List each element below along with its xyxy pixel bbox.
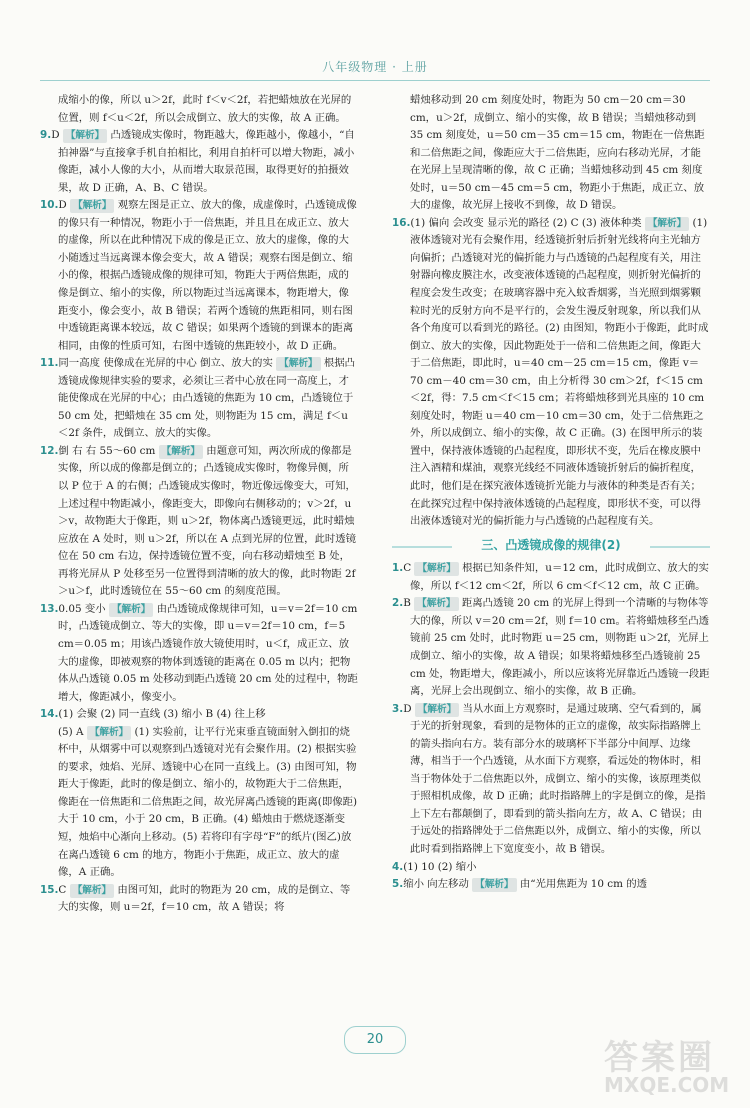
explanation-text: 由凸透镜成像规律可知，u＝v＝2f＝10 cm 时，凸透镜成倒立、等大的实像，即 u＝v＝2f＝10 cm，f＝5 cm＝0.05 m；用该凸透镜作放大镜使用时，u＜f，成正立、放大的虚像，即被观察的物体到透镜的距离在 0.05 m 以内；把物体从凸透镜 0.05 m 处移动到距凸透镜 20 cm 处的过程中，物距增大，像距减小，像变小。 <box>58 602 358 703</box>
question-number: 4. <box>392 860 404 873</box>
answer-entry <box>40 197 358 355</box>
watermark-line2: MXQE.COM <box>604 1073 730 1097</box>
watermark-logo <box>604 1030 744 1104</box>
analysis-tag: 【解析】 <box>414 597 458 611</box>
explanation-text: 根据已知条件知，u＝12 cm，此时成倒立、放大的实像，所以 f＜12 cm＜2f，所以 6 cm＜f＜12 cm，故 C 正确。 <box>410 562 709 592</box>
analysis-tag: 【解析】 <box>109 603 153 617</box>
answer-text: D <box>403 702 415 715</box>
page-header <box>0 0 750 90</box>
explanation-text: (1) 实验前，让平行光束垂直镜面射入倒扣的烧杯中，从烟雾中可以观察到凸透镜对光有会聚作用。(2) 根据实验的要求，烛焰、光屏、透镜中心在同一直线上。(3) 由图可知，物距大于像距，此时的像是倒立、缩小的，故物距大于二倍焦距，像距在一倍焦距和二倍焦距之间，故光屏离凸透镜的距离(即像距)大于 10 cm，小于 20 cm，B 正确。(4) 蜡烛由于燃烧逐渐变短，烛焰中心渐向上移动。(5) 若将印有字母“F”的纸片(图乙)放在离凸透镜 6 cm 的地方，物距小于焦距，成正立、放大的虚像，A 正确。 <box>58 725 358 879</box>
question-number: 15. <box>40 883 59 896</box>
question-number: 10. <box>40 199 59 212</box>
analysis-tag: 【解析】 <box>414 562 458 576</box>
explanation-text: 距离凸透镜 20 cm 的光屏上得到一个清晰的与物体等大的像，所以 v＝20 cm＝2f，则 f＝10 cm。若将蜡烛移至凸透镜前 25 cm 处时，此时物距 u＝25 cm，则物距 u＞2f，光屏上成倒立、缩小的实像，故 A 错误；如果将蜡烛移至凸透镜前 25 cm 处，物距增大，像距减小，所以应该将光屏靠近凸透镜一段距离，光屏上会出现倒立、缩小的实像，故 B 正确。 <box>410 597 710 698</box>
explanation-text: 观察左图是正立、放大的像，成虚像时，凸透镜成像的像只有一种情况，物距小于一倍焦距，并且且在成正立、放大的虚像，所以在此种情况下成的像是正立、放大的虚像，像的大小随透过当远离课本像会变大，故 A 错误；观察右图是倒立、缩小的像，根据凸透镜成像的规律可知，物距大于两倍焦距，成的像是倒立、缩小的实像，所以物距过当远离课本，物距增大，像距变小，像会变小，故 B 错误；若两个透镜的焦距相同，则右图中透镜距离课本较远，故 C 错误；如果两个透镜的到课本的距离相同，由像的性质可知，右图中透镜的焦距较小，故 D 正确。 <box>58 199 357 352</box>
answer-entry <box>40 601 358 706</box>
answer-entry <box>392 560 710 595</box>
question-number: 5. <box>392 878 404 891</box>
analysis-tag: 【解析】 <box>63 129 107 143</box>
analysis-tag: 【解析】 <box>415 703 459 717</box>
answer-text: 倒 右 右 55～60 cm <box>58 444 159 457</box>
analysis-tag: 【解析】 <box>276 357 320 371</box>
right-column <box>392 92 710 894</box>
answer-text: (1) 10 (2) 缩小 <box>403 860 477 873</box>
analysis-tag: 【解析】 <box>87 726 131 740</box>
answer-text: 缩小 向左移动 <box>403 878 473 891</box>
question-number: 16. <box>392 216 411 229</box>
explanation-text: 根据凸透镜成像规律实验的要求，必须让三者中心放在同一高度上，才能使像成在光屏的中心；由凸透镜的焦距为 10 cm，凸透镜位于 50 cm 处，把蜡烛在 35 cm 处，则物距为 15 cm，满足 f＜u＜2f 条件，成倒立、放大的实像。 <box>58 357 356 440</box>
answer-entry <box>40 127 358 197</box>
explanation-text: 当从水面上方观察时，是通过玻璃、空气看到的，属于光的折射现象，看到的是物体的正立的虚像，故实际指路牌上的箭头指向右方。装有部分水的玻璃杯下半部分中间厚、边缘薄，相当于一个凸透镜，从水面下方观察，看远处的物体时，相当于物体处于二倍焦距以外，成倒立、缩小的实像，该原理类似于照相机成像，故 D 正确；此时指路牌上的字是倒立的像，是指上下左右都颠倒了，即看到的箭头指向左方，故 A、C 错误；由于远处的指路牌处于二倍焦距以外，成倒立、缩小的实像，所以此时看到指路牌上下宽度变小，故 B 错误。 <box>410 702 706 855</box>
answer-entry <box>392 595 710 700</box>
right-column-top <box>392 92 710 531</box>
analysis-tag: 【解析】 <box>472 878 516 892</box>
explanation-text: 蜡烛移动到 20 cm 刻度处时，物距为 50 cm－20 cm＝30 cm，u＞2f，成倒立、缩小的实像，故 B 错误；当蜡烛移动到 35 cm 刻度处，u＝50 cm－35 cm＝15 cm，物距在一倍焦距和二倍焦距之间，像距应大于二倍焦距，应向右移动光屏，才能在光屏上呈现清晰的像，故 C 正确；当蜡烛移动到 45 cm 刻度处时，u＝50 cm－45 cm＝5 cm，物距小于焦距，成正立、放大的虚像，故光屏上接收不到像，故 D 错误。 <box>410 94 705 212</box>
answer-text: D <box>58 199 71 212</box>
right-column-bottom <box>392 560 710 893</box>
header-title: 八年级物理 · 上册 <box>322 60 428 74</box>
answer-text: B <box>403 597 415 610</box>
page-number: 20 <box>344 1026 406 1054</box>
question-number: 3. <box>392 702 404 715</box>
question-number: 11. <box>40 357 59 370</box>
analysis-tag: 【解析】 <box>159 445 203 459</box>
explanation-text: 由图可知，此时的物距为 20 cm，成的是倒立、等大的实像，则 u＝2f，f＝10 cm，故 A 错误；将 <box>58 883 351 914</box>
watermark-line1: 答案圈 <box>604 1038 715 1078</box>
question-number: 13. <box>40 602 59 615</box>
answer-entry <box>40 882 358 917</box>
question-number: 2. <box>392 597 404 610</box>
answer-entry <box>392 215 710 531</box>
left-column <box>40 92 358 917</box>
answer-entry <box>392 92 710 215</box>
answer-entry <box>392 876 710 894</box>
analysis-tag: 【解析】 <box>645 217 689 231</box>
answer-text: (5) A <box>58 725 87 738</box>
question-number: 9. <box>40 129 52 142</box>
answer-text: C <box>58 883 70 896</box>
answer-text: D <box>51 129 63 142</box>
answer-text: (1) 偏向 会改变 显示光的路径 (2) C (3) 液体种类 <box>410 216 645 229</box>
explanation-text: (1) 液体透镜对光有会聚作用，经透镜折射后折射光线将向主光轴方向偏折；凸透镜对光的偏折能力与凸透镜的凸起程度有关，用注射器向橡皮膜注水，改变液体透镜的凸起程度，则折射光偏折的程度会发生改变；在玻璃容器中充入蚊香烟雾，当光照到烟雾颗粒时光的反射方向不是平行的，会发生漫反射现象，所以我们从各个角度可以看到光的路径。(2) 由图知，物距小于像距，此时成倒立、放大的实像，因此物距处于一倍和二倍焦距之间，像距大于二倍焦距，即此时，u＝40 cm－25 cm＝15 cm，像距 v＝70 cm－40 cm＝30 cm，由上分析得 30 cm＞2f，f＜15 cm＜2f，得：7.5 cm＜f＜15 cm；若将蜡烛移到光具座的 10 cm 刻度处时，物距 u＝40 cm－10 cm＝30 cm，处于二倍焦距之外，所以成倒立、缩小的实像，故 C 正确。(3) 在图甲所示的装置中，保持液体透镜的凸起程度，即形状不变，先后在橡皮膜中注入酒精和煤油，观察光线经不同液体透镜折射后的偏折程度，此时，他们是在探究液体透镜折光能力与液体的种类是否有关；在此探究过程中保持液体透镜的凸起程度，即形状不变，可以得出液体透镜对光的偏折能力与凸透镜的凸起程度有关。 <box>410 216 709 528</box>
answer-entry <box>40 92 358 127</box>
header-divider <box>40 80 710 81</box>
answer-entry <box>40 355 358 443</box>
answer-text: (1) 会聚 (2) 同一直线 (3) 缩小 B (4) 往上移 <box>58 708 266 721</box>
question-number: 12. <box>40 444 59 457</box>
answer-text: 同一高度 使像成在光屏的中心 倒立、放大的实 <box>58 357 277 370</box>
question-number: 1. <box>392 562 404 575</box>
explanation-text: 由“光用焦距为 10 cm 的透 <box>516 878 648 891</box>
answer-text: 0.05 变小 <box>58 602 109 615</box>
answer-entry <box>392 701 710 859</box>
answer-entry <box>40 724 358 882</box>
answer-entry <box>40 706 358 724</box>
answer-text: C <box>403 562 415 575</box>
section-title: 三、凸透镜成像的规律(2) <box>392 537 710 555</box>
explanation-text: 由题意可知，两次所成的像都是实像，所以成的像都是倒立的；凸透镜成实像时，物像异侧，所以 P 位于 A 的右侧；凸透镜成实像时，物近像远像变大，可知，上述过程中物距减小，像距变大，即像向右侧移动的；v＞2f，u＞v，故物距大于像距，则 u＞2f，物体离凸透镜更远，此时蜡烛应放在 A 处时，则 u＞2f，所以在 A 点到光屏的位置，此时透镜位在 50 cm 右边，保持透镜位置不变，向右移动蜡烛至 B 处，再将光屏从 P 处移至另一位置得到清晰的放大的像，此时物距 2f＞u＞f，此时透镜位在 55～60 cm 的刻度范围。 <box>58 444 357 598</box>
explanation-text: 成缩小的像，所以 u＞2f，此时 f＜v＜2f，若把蜡烛放在光屏的位置，则 f＜u＜2f，所以会成倒立、放大的实像，故 A 正确。 <box>58 94 352 124</box>
explanation-text: 凸透镜成实像时，物距越大，像距越小，像越小，“自拍神器”与直接拿手机自拍相比，利用自拍杆可以增大物距，减小像距，减小人像的大小，从而增大取景范围，取得更好的拍摄效果，故 D 正确，A、B、C 错误。 <box>58 129 355 194</box>
analysis-tag: 【解析】 <box>70 884 114 898</box>
answer-entry <box>40 443 358 601</box>
analysis-tag: 【解析】 <box>70 199 114 213</box>
answer-entry <box>392 859 710 877</box>
question-number: 14. <box>40 708 59 721</box>
